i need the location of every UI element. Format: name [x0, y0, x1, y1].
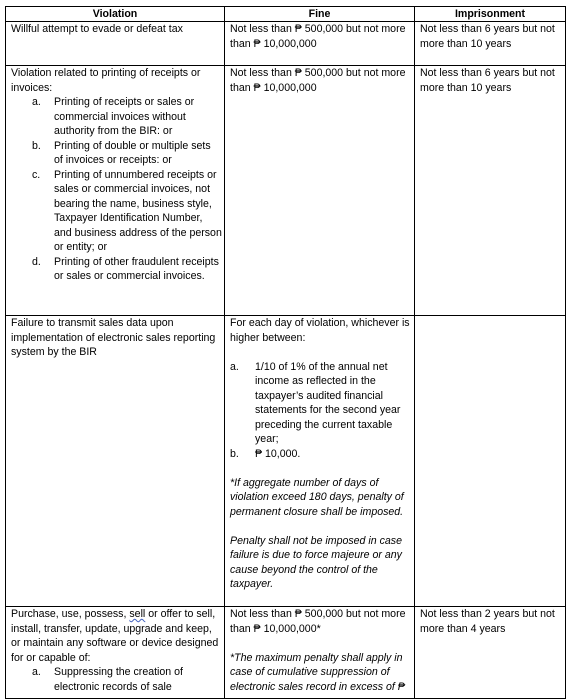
table-row [6, 316, 566, 607]
imprisonment-cell: Not less than 2 years but not more than 4 years [415, 607, 566, 699]
violation-list [11, 665, 222, 694]
table-row [6, 66, 566, 316]
table-row [6, 22, 566, 66]
violation-cell [6, 607, 225, 699]
list-item: a. Printing of receipts or sales or commercial invoices without authority from the BIR: or [32, 96, 195, 137]
header-violation: Violation [6, 7, 225, 22]
header-imprisonment: Imprisonment [415, 7, 566, 22]
violation-cell: Willful attempt to evade or defeat tax [6, 22, 225, 66]
violation-cell [6, 66, 225, 316]
list-item: a. Suppressing the creation of electronic records of sale [32, 666, 183, 693]
fine-note: *The maximum penalty shall apply in case of cumulative suppression of electronic sales record in excess of ₱ [230, 651, 405, 693]
violation-cell: Failure to transmit sales data upon implementation of electronic sales reporting system by the BIR [6, 316, 225, 607]
imprisonment-cell: Not less than 6 years but not more than 10 years [415, 66, 566, 316]
list-item: b. Printing of double or multiple sets of invoices or receipts: or [32, 139, 211, 166]
list-item: d. Printing of other fraudulent receipts or sales or commercial invoices. [32, 255, 219, 282]
fine-cell [225, 316, 415, 607]
fine-note: Penalty shall not be imposed in case failure is due to force majeure or any cause beyond the control of the taxpayer. [230, 534, 402, 590]
violation-intro: Violation related to printing of receipts or invoices: [11, 67, 201, 94]
list-item: b. ₱ 10,000. [230, 447, 301, 460]
violation-list [11, 95, 222, 284]
list-item: c. Printing of unnumbered receipts or sales or commercial invoices, not bearing the name, business style, Taxpayer Identification Number, and business address of the person or entity; or [32, 168, 222, 253]
imprisonment-cell [415, 316, 566, 607]
fine-cell [225, 607, 415, 699]
fine-note: *If aggregate number of days of violation exceed 180 days, penalty of permanent closure shall be imposed. [230, 476, 404, 518]
header-fine: Fine [225, 7, 415, 22]
penalty-table [5, 6, 566, 699]
fine-cell: Not less than ₱ 500,000 but not more than ₱ 10,000,000 [225, 22, 415, 66]
fine-list [230, 360, 412, 462]
table-row [6, 607, 566, 699]
fine-text: Not less than ₱ 500,000 but not more than ₱ 10,000,000* [230, 608, 406, 635]
list-item: a. 1/10 of 1% of the annual net income as reflected in the taxpayer’s audited financial statements for the second year preceding the current taxable year; [230, 360, 401, 445]
header-row [6, 7, 566, 22]
violation-intro: Purchase, use, possess, sell or offer to sell, install, transfer, update, upgrade and keep, or maintain any software or device designed for or capable of: [11, 608, 219, 664]
imprisonment-cell: Not less than 6 years but not more than 10 years [415, 22, 566, 66]
fine-cell: Not less than ₱ 500,000 but not more than ₱ 10,000,000 [225, 66, 415, 316]
fine-intro: For each day of violation, whichever is higher between: [230, 317, 410, 344]
